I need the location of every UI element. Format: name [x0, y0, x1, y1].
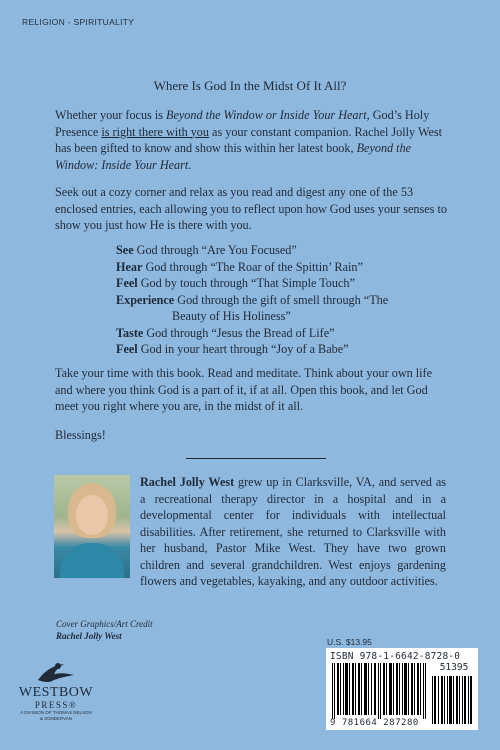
senses-list	[116, 242, 436, 358]
sense-verb: Hear	[116, 259, 143, 274]
p1-text-a: Whether your focus is	[55, 108, 167, 122]
p1-text-e: as your constant companion. Rachel Jolly West has been gifted to know and show this within her latest book,	[55, 124, 443, 155]
addon-digits: 51395	[439, 662, 469, 673]
barcode-number: 9 781664 287280	[330, 718, 419, 728]
credit-label: Cover Graphics/Art Credit	[56, 619, 153, 629]
publisher-name: WESTBOW	[18, 685, 94, 700]
author-bio-text: grew up in Clarksville, VA, and served as a recreational therapy director in a hospital and in a developmental center for individuals with intellectual disabilities. After retirement, she returned to Clarksville with her husband, Pastor Mike West. They have two grown children and several grandchildren. West enjoys gardening flowers and vegetables, kayaking, and any outdoor activities.	[140, 475, 446, 588]
sense-verb: See	[116, 243, 134, 257]
sense-item	[116, 292, 436, 325]
publisher-division: A DIVISION OF THOMAS NELSON	[20, 710, 92, 715]
meditate-paragraph: Take your time with this book. Read and meditate. Think about your own life and where you think God is a part of it, if at all. Open this book, and let God meet you right where you are, in the midst of it all.	[55, 366, 432, 413]
isbn-barcode	[326, 648, 478, 730]
genre-label: RELIGION - SPIRITUALITY	[22, 17, 135, 27]
sense-item	[116, 341, 436, 358]
p1-title-italic: Beyond the Window or Inside Your Heart	[166, 108, 367, 122]
publisher-press: PRESS®	[34, 700, 78, 710]
runner-logo-icon	[34, 660, 78, 686]
section-divider	[186, 458, 326, 459]
sense-item	[116, 259, 436, 276]
sense-verb: Feel	[116, 342, 138, 356]
sense-text-cont: Beauty of His Holiness”	[172, 309, 291, 323]
intro-paragraph	[55, 107, 447, 173]
sense-item	[116, 275, 436, 292]
credit-name: Rachel Jolly West	[56, 630, 122, 641]
p1-underlined: is right there with you	[101, 124, 209, 139]
p1-text-c: , God’s Holy Presence	[55, 108, 430, 139]
seek-paragraph: Seek out a cozy corner and relax as you read and digest any one of the 53 enclosed entries, each allowing you to reflect upon how God uses your senses to show you just how He is there with you.	[55, 185, 447, 232]
isbn-text: ISBN 978-1-6642-8728-0	[330, 651, 461, 662]
sense-item	[116, 242, 436, 259]
sense-text: God through “The Roar of the Spittin’ Rain”	[142, 259, 363, 274]
publisher-division-2: & ZONDERVAN	[39, 716, 73, 721]
sense-verb: Feel	[116, 276, 138, 290]
price-label: U.S. $13.95	[327, 637, 372, 647]
headline: Where Is God In the Midst Of It All?	[153, 78, 347, 93]
sense-item	[116, 325, 436, 342]
sense-text: God through “Jesus the Bread of Life”	[143, 325, 335, 340]
sense-text: God by touch through “That Simple Touch”	[137, 276, 355, 290]
p1-book-title: Beyond the Window: Inside Your Heart	[55, 141, 412, 172]
author-bio	[140, 474, 446, 590]
sense-text: God through “Are You Focused”	[133, 243, 297, 257]
author-name: Rachel Jolly West	[140, 475, 235, 489]
author-photo	[54, 475, 130, 578]
sense-verb: Experience	[116, 292, 175, 307]
blessings: Blessings!	[55, 428, 106, 442]
publisher-logo	[16, 660, 96, 722]
cover-credit	[56, 619, 153, 642]
p1-text-g: .	[188, 157, 192, 172]
sense-text: God in your heart through “Joy of a Babe”	[137, 342, 349, 356]
addon-bars-icon	[432, 676, 474, 724]
barcode-bars-icon	[332, 663, 430, 719]
sense-text: God through the gift of smell through “The	[174, 292, 389, 307]
sense-verb: Taste	[116, 325, 144, 340]
